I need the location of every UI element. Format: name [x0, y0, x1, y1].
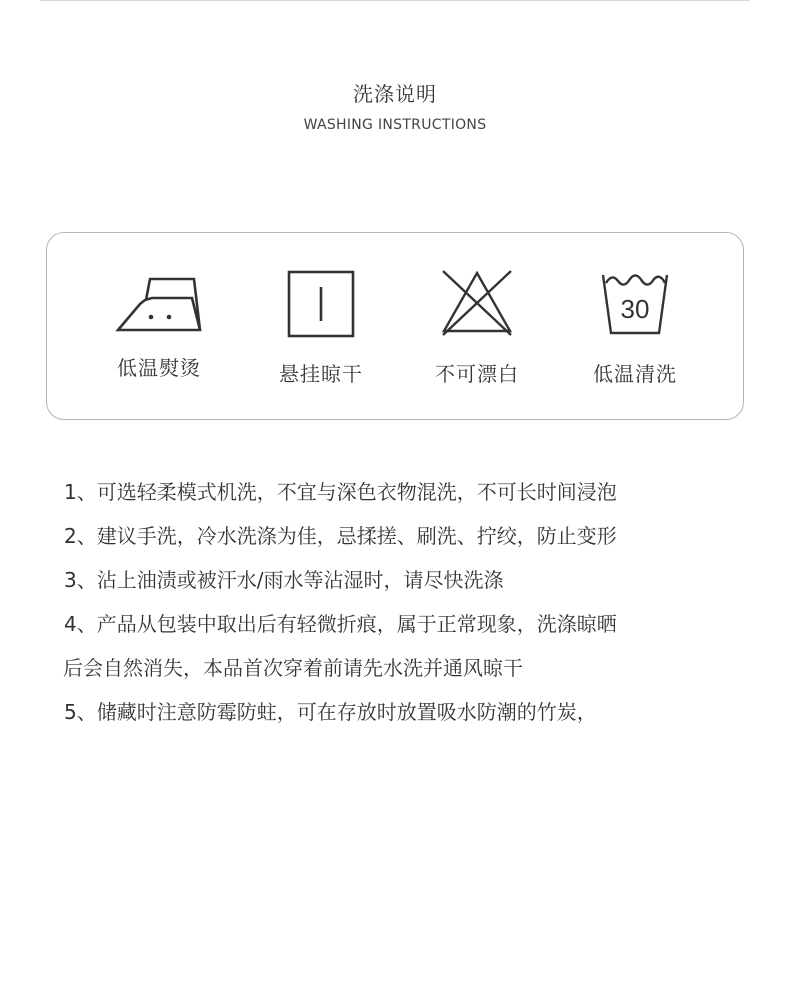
section-title: 洗涤说明	[353, 82, 437, 106]
care-label-line-dry: 悬挂晾干	[279, 362, 363, 386]
care-item-wash-30	[560, 269, 710, 387]
do-not-bleach-icon	[439, 269, 515, 339]
instruction-line: 1、可选轻柔模式机洗，不宜与深色衣物混洗，不可长时间浸泡	[64, 480, 617, 504]
instruction-line: 4、产品从包装中取出后有轻微折痕，属于正常现象，洗涤晾晒	[64, 612, 617, 636]
care-symbols-panel	[46, 232, 744, 420]
instruction-line: 5、储藏时注意防霉防蛀，可在存放时放置吸水防潮的竹炭，	[64, 700, 597, 724]
top-divider	[40, 0, 750, 1]
wash-temperature-text: 30	[620, 294, 650, 324]
instruction-line: 2、建议手洗，冷水洗涤为佳，忌揉搓、刷洗、拧绞，防止变形	[64, 524, 617, 548]
wash-30-icon	[599, 269, 671, 339]
instruction-line: 后会自然消失，本品首次穿着前请先水洗并通风晾干	[63, 656, 523, 680]
care-item-iron	[84, 269, 234, 381]
care-item-no-bleach	[402, 269, 552, 387]
care-item-line-dry	[246, 269, 396, 387]
instruction-line: 3、沾上油渍或被汗水/雨水等沾湿时，请尽快洗涤	[64, 568, 504, 592]
low-temperature-iron-icon	[114, 269, 204, 333]
care-label-no-bleach: 不可漂白	[435, 362, 519, 386]
instructions-list	[64, 470, 744, 734]
care-label-wash-30: 低温清洗	[593, 362, 677, 386]
care-label-iron: 低温熨烫	[117, 356, 201, 380]
line-dry-icon	[286, 269, 356, 339]
section-subtitle: WASHING INSTRUCTIONS	[303, 117, 487, 133]
